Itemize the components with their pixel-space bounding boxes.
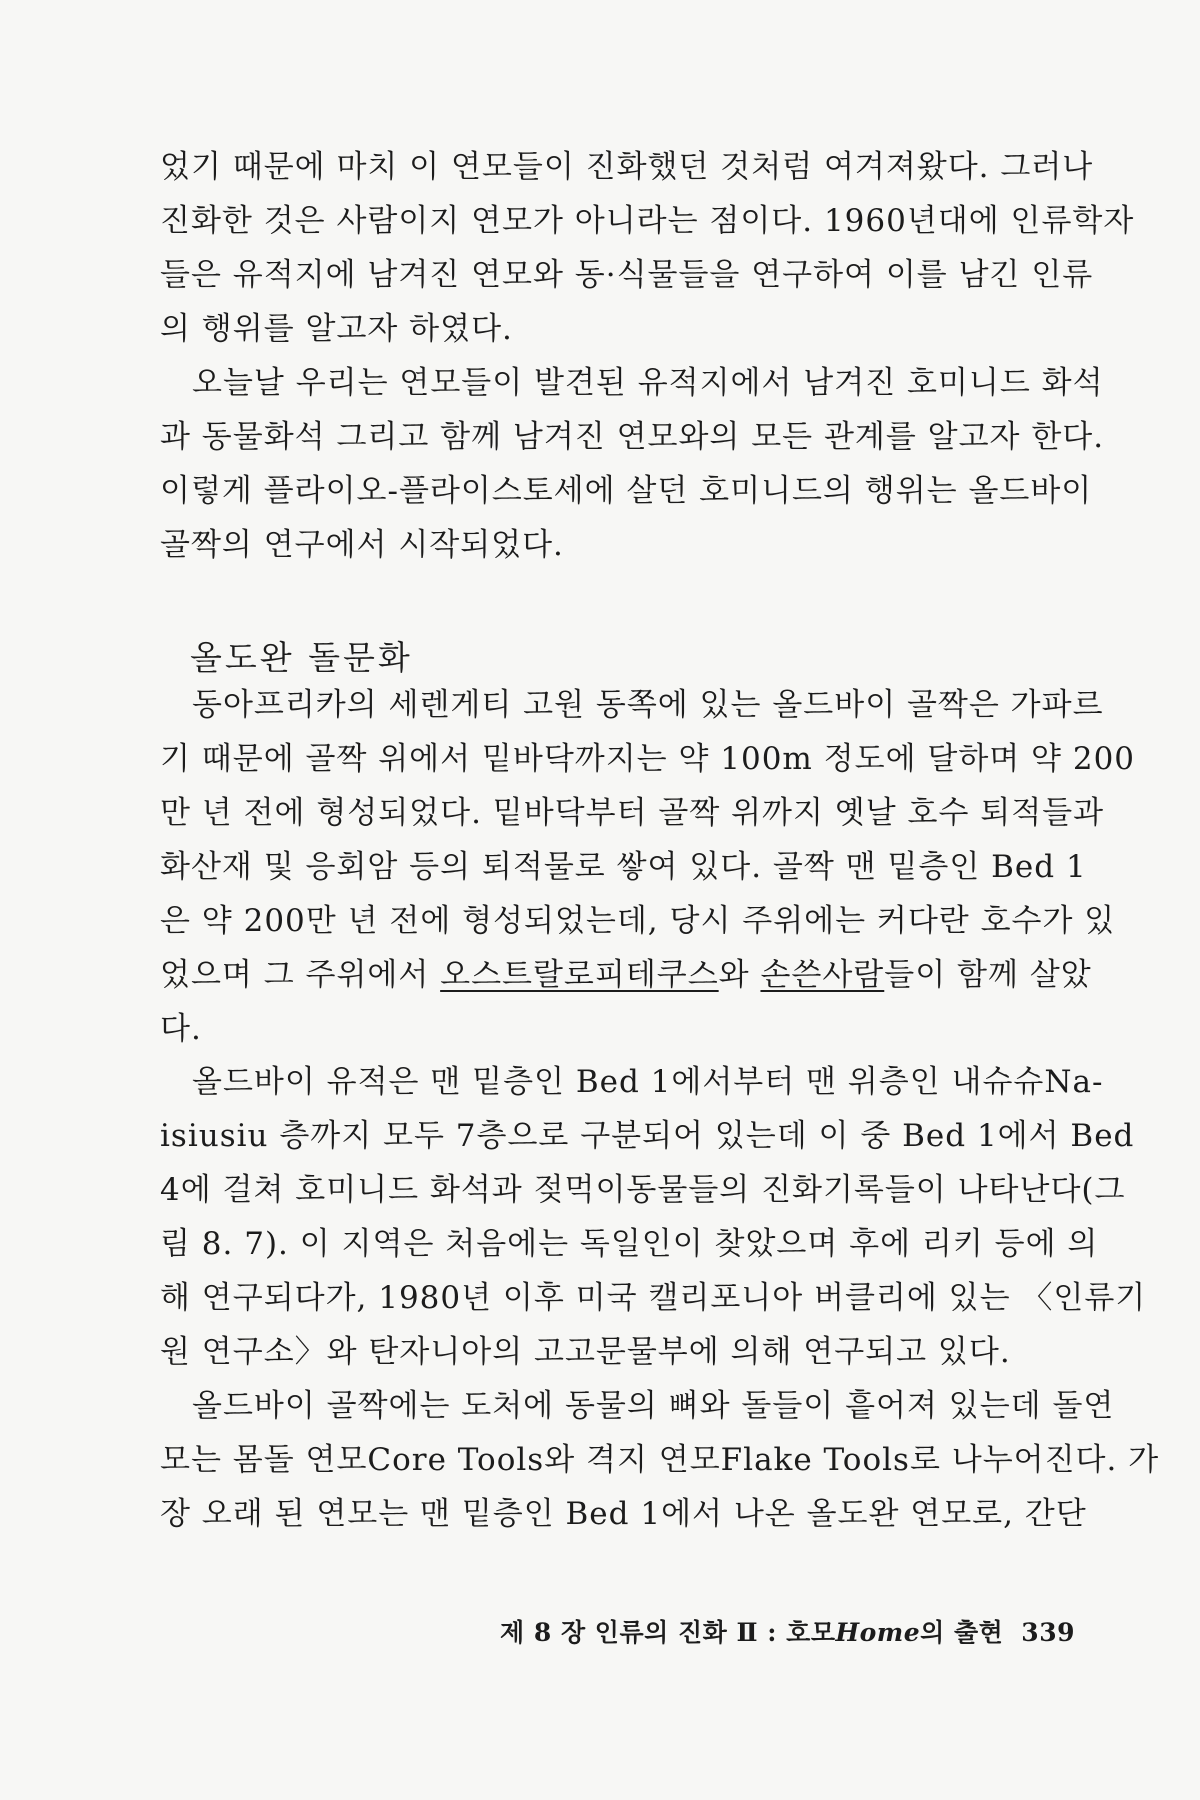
text-line: 원 연구소〉와 탄자니아의 고고문물부에 의해 연구되고 있다. <box>160 1334 1011 1370</box>
text-line: 이렇게 플라이오-플라이스토세에 살던 호미니드의 행위는 올드바이 <box>160 473 1093 509</box>
text-line: 의 행위를 알고자 하였다. <box>160 311 513 347</box>
text-line: 다. <box>160 1011 202 1047</box>
section-heading: 올도완 돌문화 <box>190 638 413 677</box>
footer-chapter: 제 8 장 인류의 진화 Ⅱ : 호모 <box>500 1618 836 1647</box>
text-line: 장 오래 된 연모는 맨 밑층인 Bed 1에서 나온 올도완 연모로, 간단 <box>160 1496 1087 1532</box>
text-line: 진화한 것은 사람이지 연모가 아니라는 점이다. 1960년대에 인류학자 <box>160 203 1135 239</box>
text-line <box>160 948 1092 1002</box>
text-line: 올드바이 유적은 맨 밑층인 Bed 1에서부터 맨 위층인 내슈슈Na- <box>192 1064 1104 1100</box>
text-line: 은 약 200만 년 전에 형성되었는데, 당시 주위에는 커다란 호수가 있 <box>160 903 1116 939</box>
text-line: 오늘날 우리는 연모들이 발견된 유적지에서 남겨진 호미니드 화석 <box>192 365 1104 401</box>
intro-paragraphs <box>160 140 1135 572</box>
text-line: 동아프리카의 세렌게티 고원 동쪽에 있는 올드바이 골짝은 가파르 <box>192 687 1104 723</box>
text-line: 올드바이 골짝에는 도처에 동물의 뼈와 돌들이 흩어져 있는데 돌연 <box>192 1388 1115 1424</box>
text-line: 과 동물화석 그리고 함께 남겨진 연모와의 모든 관계를 알고자 한다. <box>160 419 1105 455</box>
footer-suffix: 의 출현 <box>920 1618 1004 1647</box>
page-number: 339 <box>1021 1618 1075 1647</box>
text-line: 해 연구되다가, 1980년 이후 미국 캘리포니아 버클리에 있는 〈인류기 <box>160 1280 1147 1316</box>
underlined-term-homo-habilis: 손쓴사람 <box>760 957 885 993</box>
text-line: 들은 유적지에 남겨진 연모와 동·식물들을 연구하여 이를 남긴 인류 <box>160 257 1094 293</box>
underlined-term-australopithecus: 오스트랄로피테쿠스 <box>440 957 719 993</box>
running-footer <box>500 1613 1075 1649</box>
text-fragment: 들이 함께 살았 <box>884 957 1092 993</box>
paragraph-3 <box>160 1379 1160 1541</box>
text-line: 4에 걸쳐 호미니드 화석과 젖먹이동물들의 진화기록들이 나타난다(그 <box>160 1172 1126 1208</box>
text-fragment: 와 <box>718 957 761 993</box>
text-line: 골짝의 연구에서 시작되었다. <box>160 527 564 563</box>
text-line: 었기 때문에 마치 이 연모들이 진화했던 것처럼 여겨져왔다. 그러나 <box>160 149 1094 185</box>
text-line: 모는 몸돌 연모Core Tools와 격지 연모Flake Tools로 나누어진다. 가 <box>160 1442 1160 1478</box>
text-line: 만 년 전에 형성되었다. 밑바닥부터 골짝 위까지 옛날 호수 퇴적들과 <box>160 795 1105 831</box>
text-fragment: 었으며 그 주위에서 <box>160 957 441 993</box>
paragraph-1 <box>160 678 1136 1056</box>
text-line: 기 때문에 골짝 위에서 밑바닥까지는 약 100m 정도에 달하며 약 200 <box>160 741 1136 777</box>
text-line: 림 8. 7). 이 지역은 처음에는 독일인이 찾았으며 후에 리키 등에 의 <box>160 1226 1099 1262</box>
footer-home: Home <box>835 1618 921 1647</box>
paragraph-2 <box>160 1055 1147 1379</box>
text-line: isiusiu 층까지 모두 7층으로 구분되어 있는데 이 중 Bed 1에서 Bed <box>160 1118 1135 1154</box>
text-line: 화산재 및 응회암 등의 퇴적물로 쌓여 있다. 골짝 맨 밑층인 Bed 1 <box>160 849 1087 885</box>
